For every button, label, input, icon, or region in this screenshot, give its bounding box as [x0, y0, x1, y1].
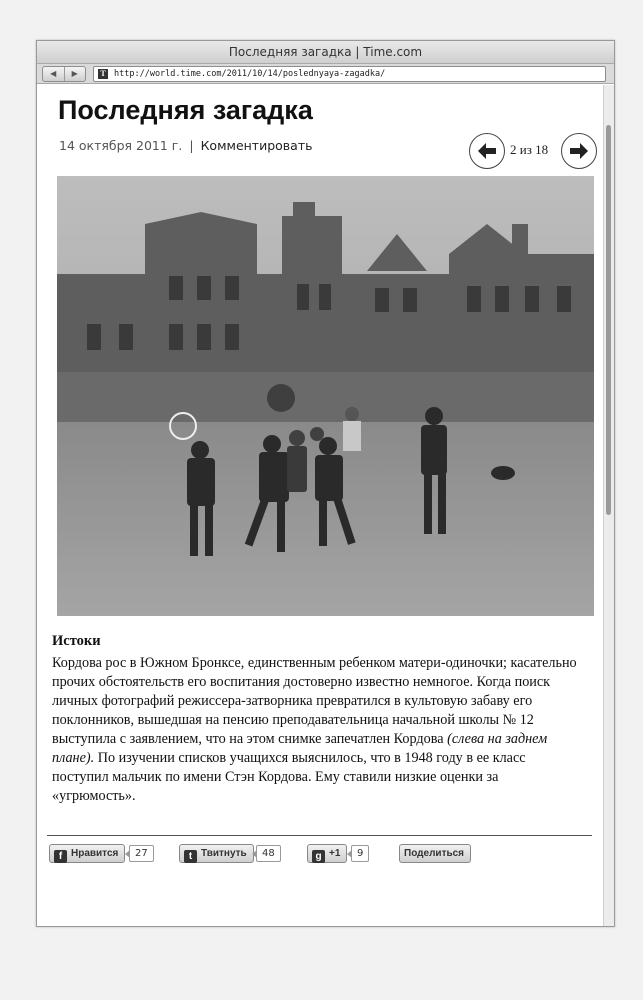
address-bar[interactable] [93, 66, 606, 82]
tweet-count: 48 [256, 845, 281, 862]
browser-window [36, 40, 615, 927]
article-title: Последняя загадка [58, 95, 313, 125]
arrow-left-icon [477, 142, 497, 160]
like-button[interactable] [49, 844, 125, 863]
arrow-right-icon [569, 142, 589, 160]
gallery-photo [57, 176, 594, 616]
share-button[interactable]: Поделиться [399, 844, 471, 863]
article-date: 14 октября 2011 г. [59, 138, 183, 153]
google-plus-count: 9 [351, 845, 369, 862]
comment-link[interactable]: Комментировать [200, 138, 313, 153]
section-heading: Истоки [52, 633, 101, 649]
site-favicon-icon: T [98, 69, 108, 79]
next-photo-button[interactable] [561, 133, 597, 169]
article-paragraph [52, 654, 584, 806]
navigation-bar [37, 64, 614, 84]
twitter-icon: t [184, 850, 197, 863]
prev-photo-button[interactable] [469, 133, 505, 169]
page-counter: 2 из 18 [510, 142, 549, 157]
meta-separator: | [189, 138, 194, 153]
tweet-label: Твитнуть [201, 848, 247, 859]
article-meta [59, 138, 312, 153]
google-plus-button[interactable] [307, 844, 347, 863]
page-content [37, 85, 604, 926]
gplus-label: +1 [329, 848, 341, 859]
divider [47, 835, 592, 836]
google-plus-icon: g [312, 850, 325, 863]
paragraph-text-end: По изучении списков учащихся выяснилось, что в 1948 году в ее класс поступил мальчик по имени Стэн Кордова. Ему ставили низкие оценки за «угрюмость». [52, 750, 526, 804]
forward-button[interactable]: ▶ [64, 67, 86, 81]
scrollbar-thumb[interactable] [606, 125, 611, 515]
gallery-pager [469, 133, 597, 169]
url-text: http://world.time.com/2011/10/14/poslednyaya-zagadka/ [114, 69, 386, 79]
paragraph-emphasis: (слева на заднем плане). [52, 731, 548, 766]
history-buttons [42, 66, 86, 82]
article-body [52, 633, 584, 806]
vertical-scrollbar[interactable] [603, 85, 614, 926]
like-count: 27 [129, 845, 154, 862]
back-button[interactable]: ◀ [50, 69, 57, 78]
facebook-icon: f [54, 850, 67, 863]
window-title: Последняя загадка | Time.com [37, 41, 614, 64]
tweet-button[interactable] [179, 844, 254, 863]
paragraph-text-start: Кордова рос в Южном Бронксе, единственным ребенком матери-одиночки; касательно прочих обстоятельств его воспитания достоверно известно немногое. Когда поиск личных фотографий режиссера-затворника превратился в культовую забаву его поклонников, вышедшая на пенсию преподавательница начальной школы № 12 выступила с заявлением, что на этом снимке запечатлен Кордова [52, 655, 577, 747]
like-label: Нравится [71, 848, 119, 859]
share-bar [49, 841, 597, 865]
